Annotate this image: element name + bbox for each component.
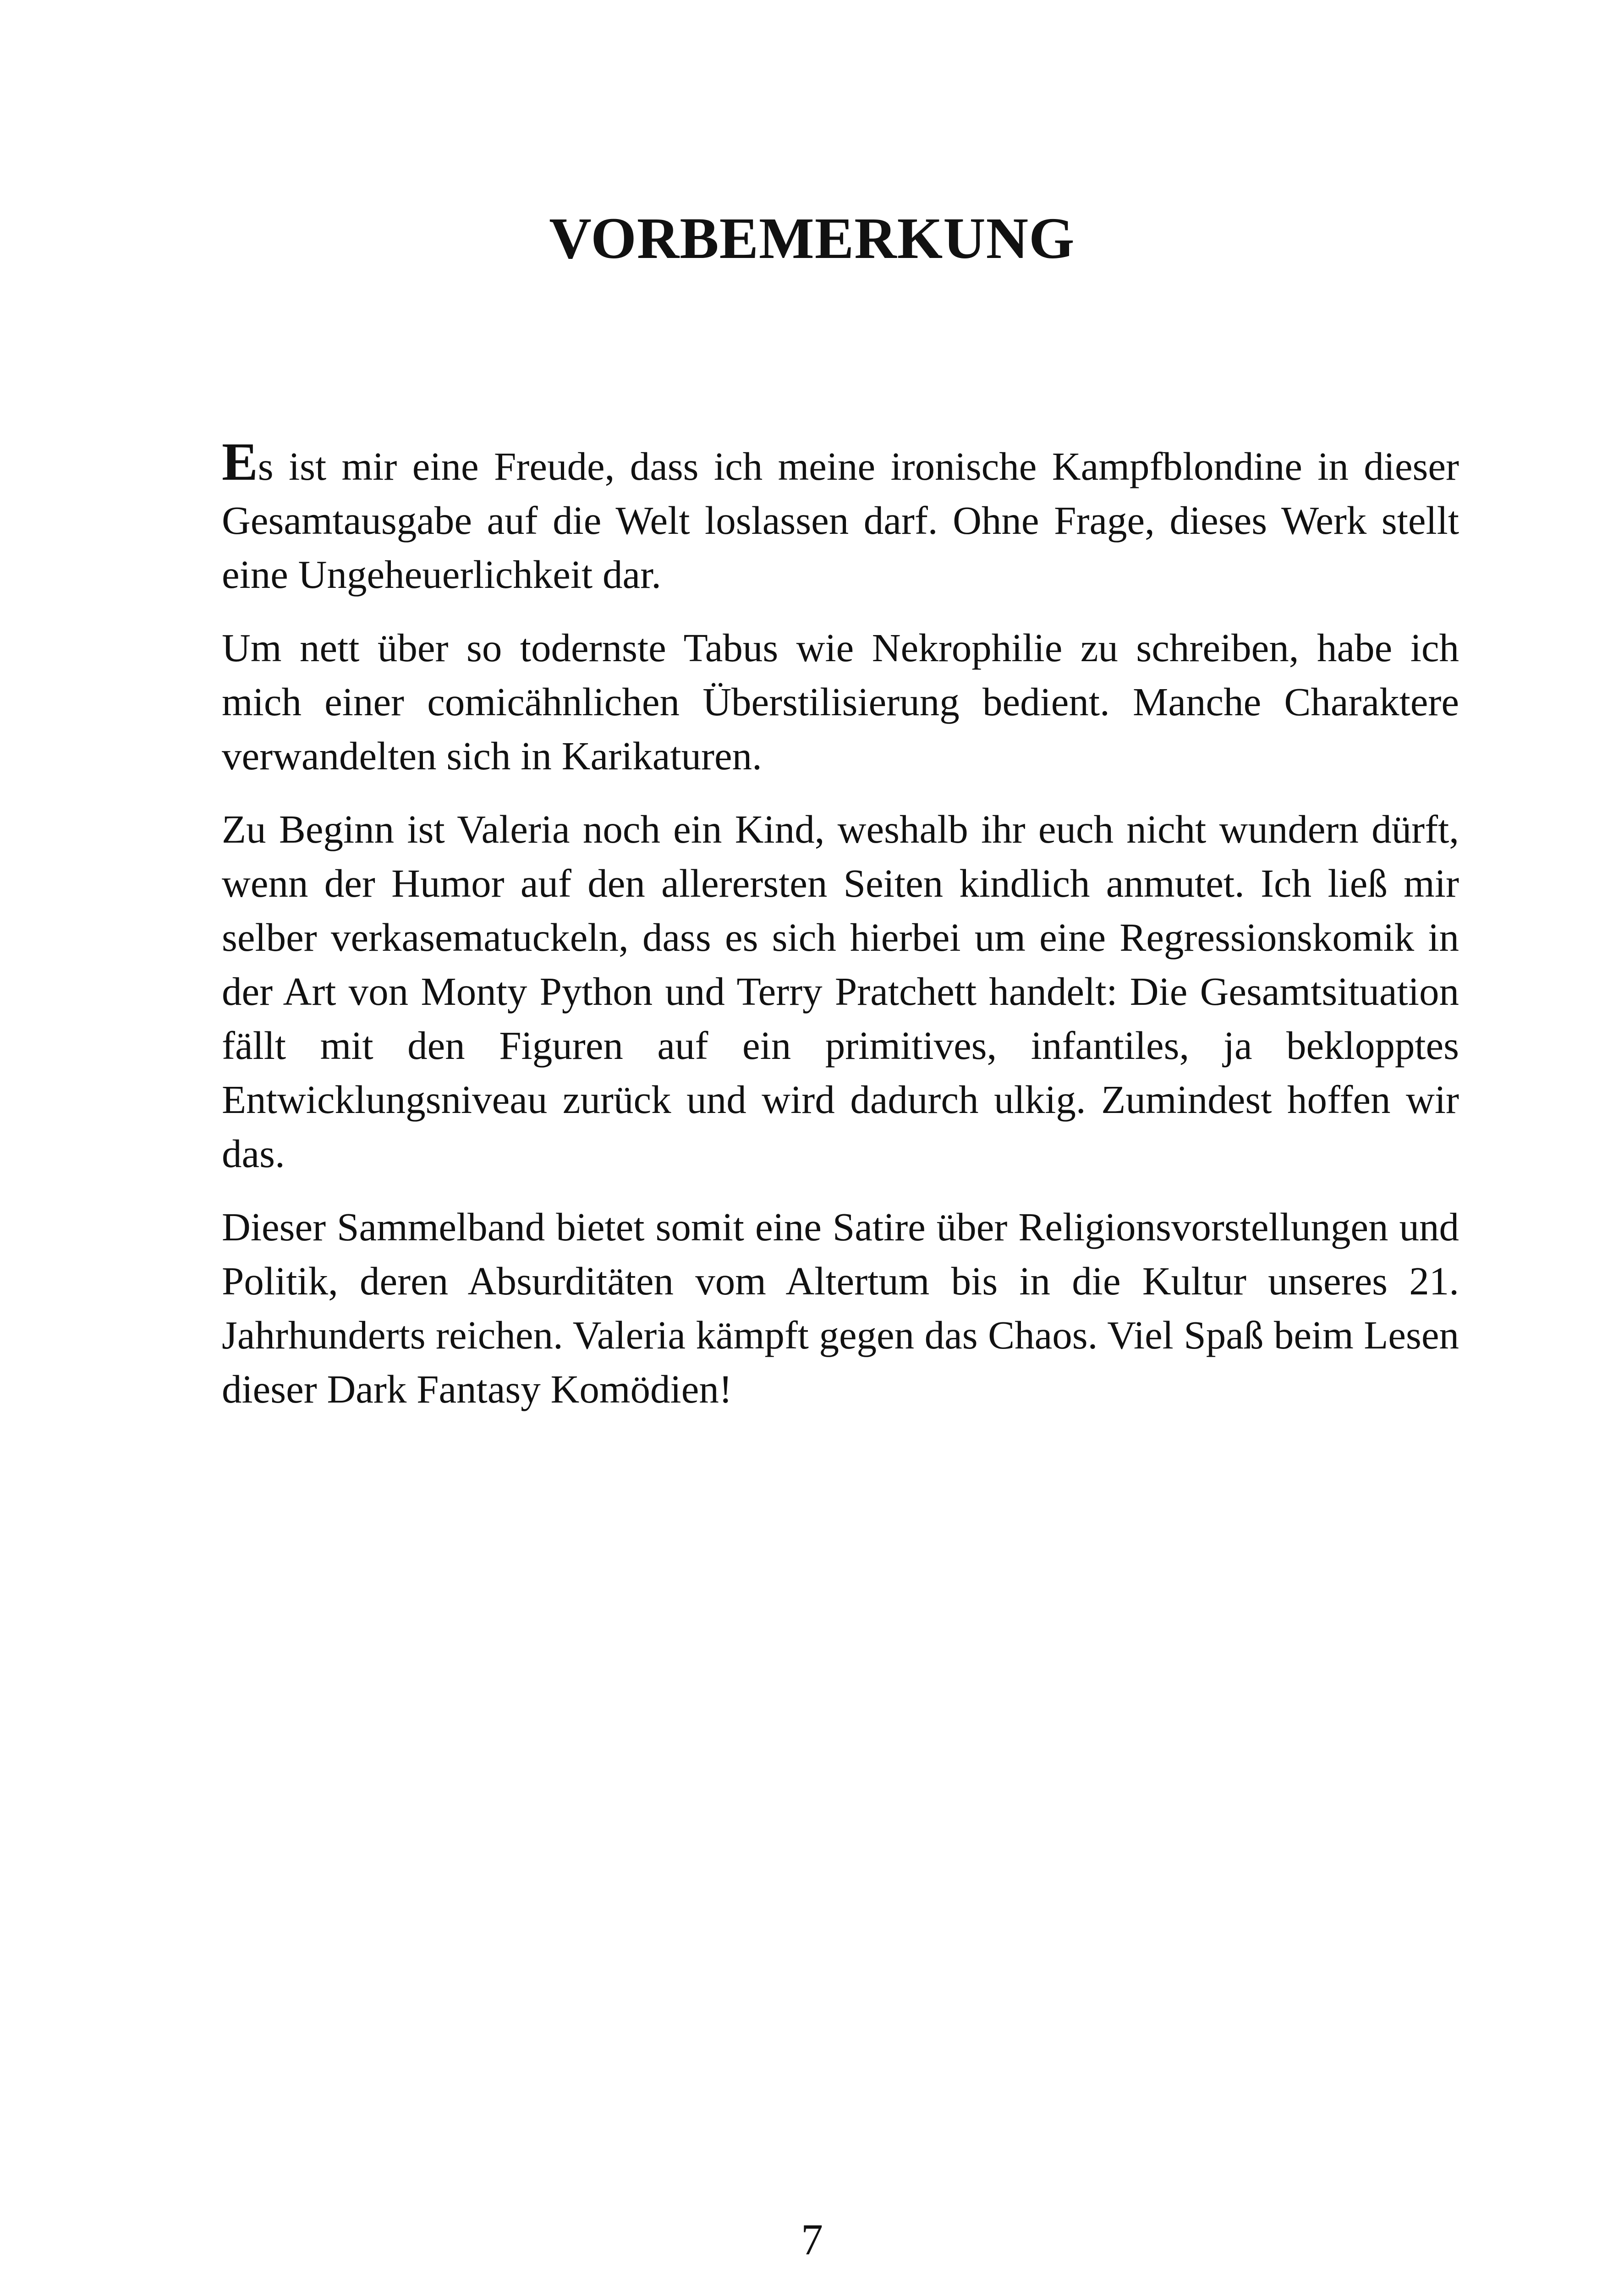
paragraph-text: s ist mir eine Freude, dass ich meine ironische Kampfblondine in dieser Gesamtausgabe auf die Welt loslassen darf. Ohne Frage, dieses Werk stellt eine Ungeheuerlichkeit dar. — [222, 444, 1459, 597]
paragraph-1 — [222, 432, 1459, 602]
body-text — [222, 432, 1459, 1436]
paragraph-2: Um nett über so todernste Tabus wie Nekrophilie zu schreiben, habe ich mich einer comicähnlichen Überstilisierung bedient. Manche Charaktere verwandelten sich in Karikaturen. — [222, 625, 1459, 778]
paragraph-3: Zu Beginn ist Valeria noch ein Kind, weshalb ihr euch nicht wundern dürft, wenn der Humor auf den allerersten Seiten kindlich anmutet. Ich ließ mir selber verkasematuckeln, dass es sich hierbei um eine Regressionskomik in der Art von Monty Python und Terry Pratchett handelt: Die Gesamtsituation fällt mit den Figuren auf ein primitives, infantiles, ja beklopptes Entwicklungsniveau zurück und wird dadurch ulkig. Zumindest hoffen wir das. — [222, 807, 1459, 1176]
chapter-title: VORBEMERKUNG — [549, 206, 1075, 271]
drop-cap: E — [222, 432, 258, 492]
paragraph-4: Dieser Sammelband bietet somit eine Satire über Religionsvorstellungen und Politik, deren Absurditäten vom Altertum bis in die Kultur unseres 21. Jahrhunderts reichen. Valeria kämpft gegen das Chaos. Viel Spaß beim Lesen dieser Dark Fantasy Komödien! — [222, 1205, 1459, 1411]
page-number: 7 — [801, 2215, 823, 2264]
